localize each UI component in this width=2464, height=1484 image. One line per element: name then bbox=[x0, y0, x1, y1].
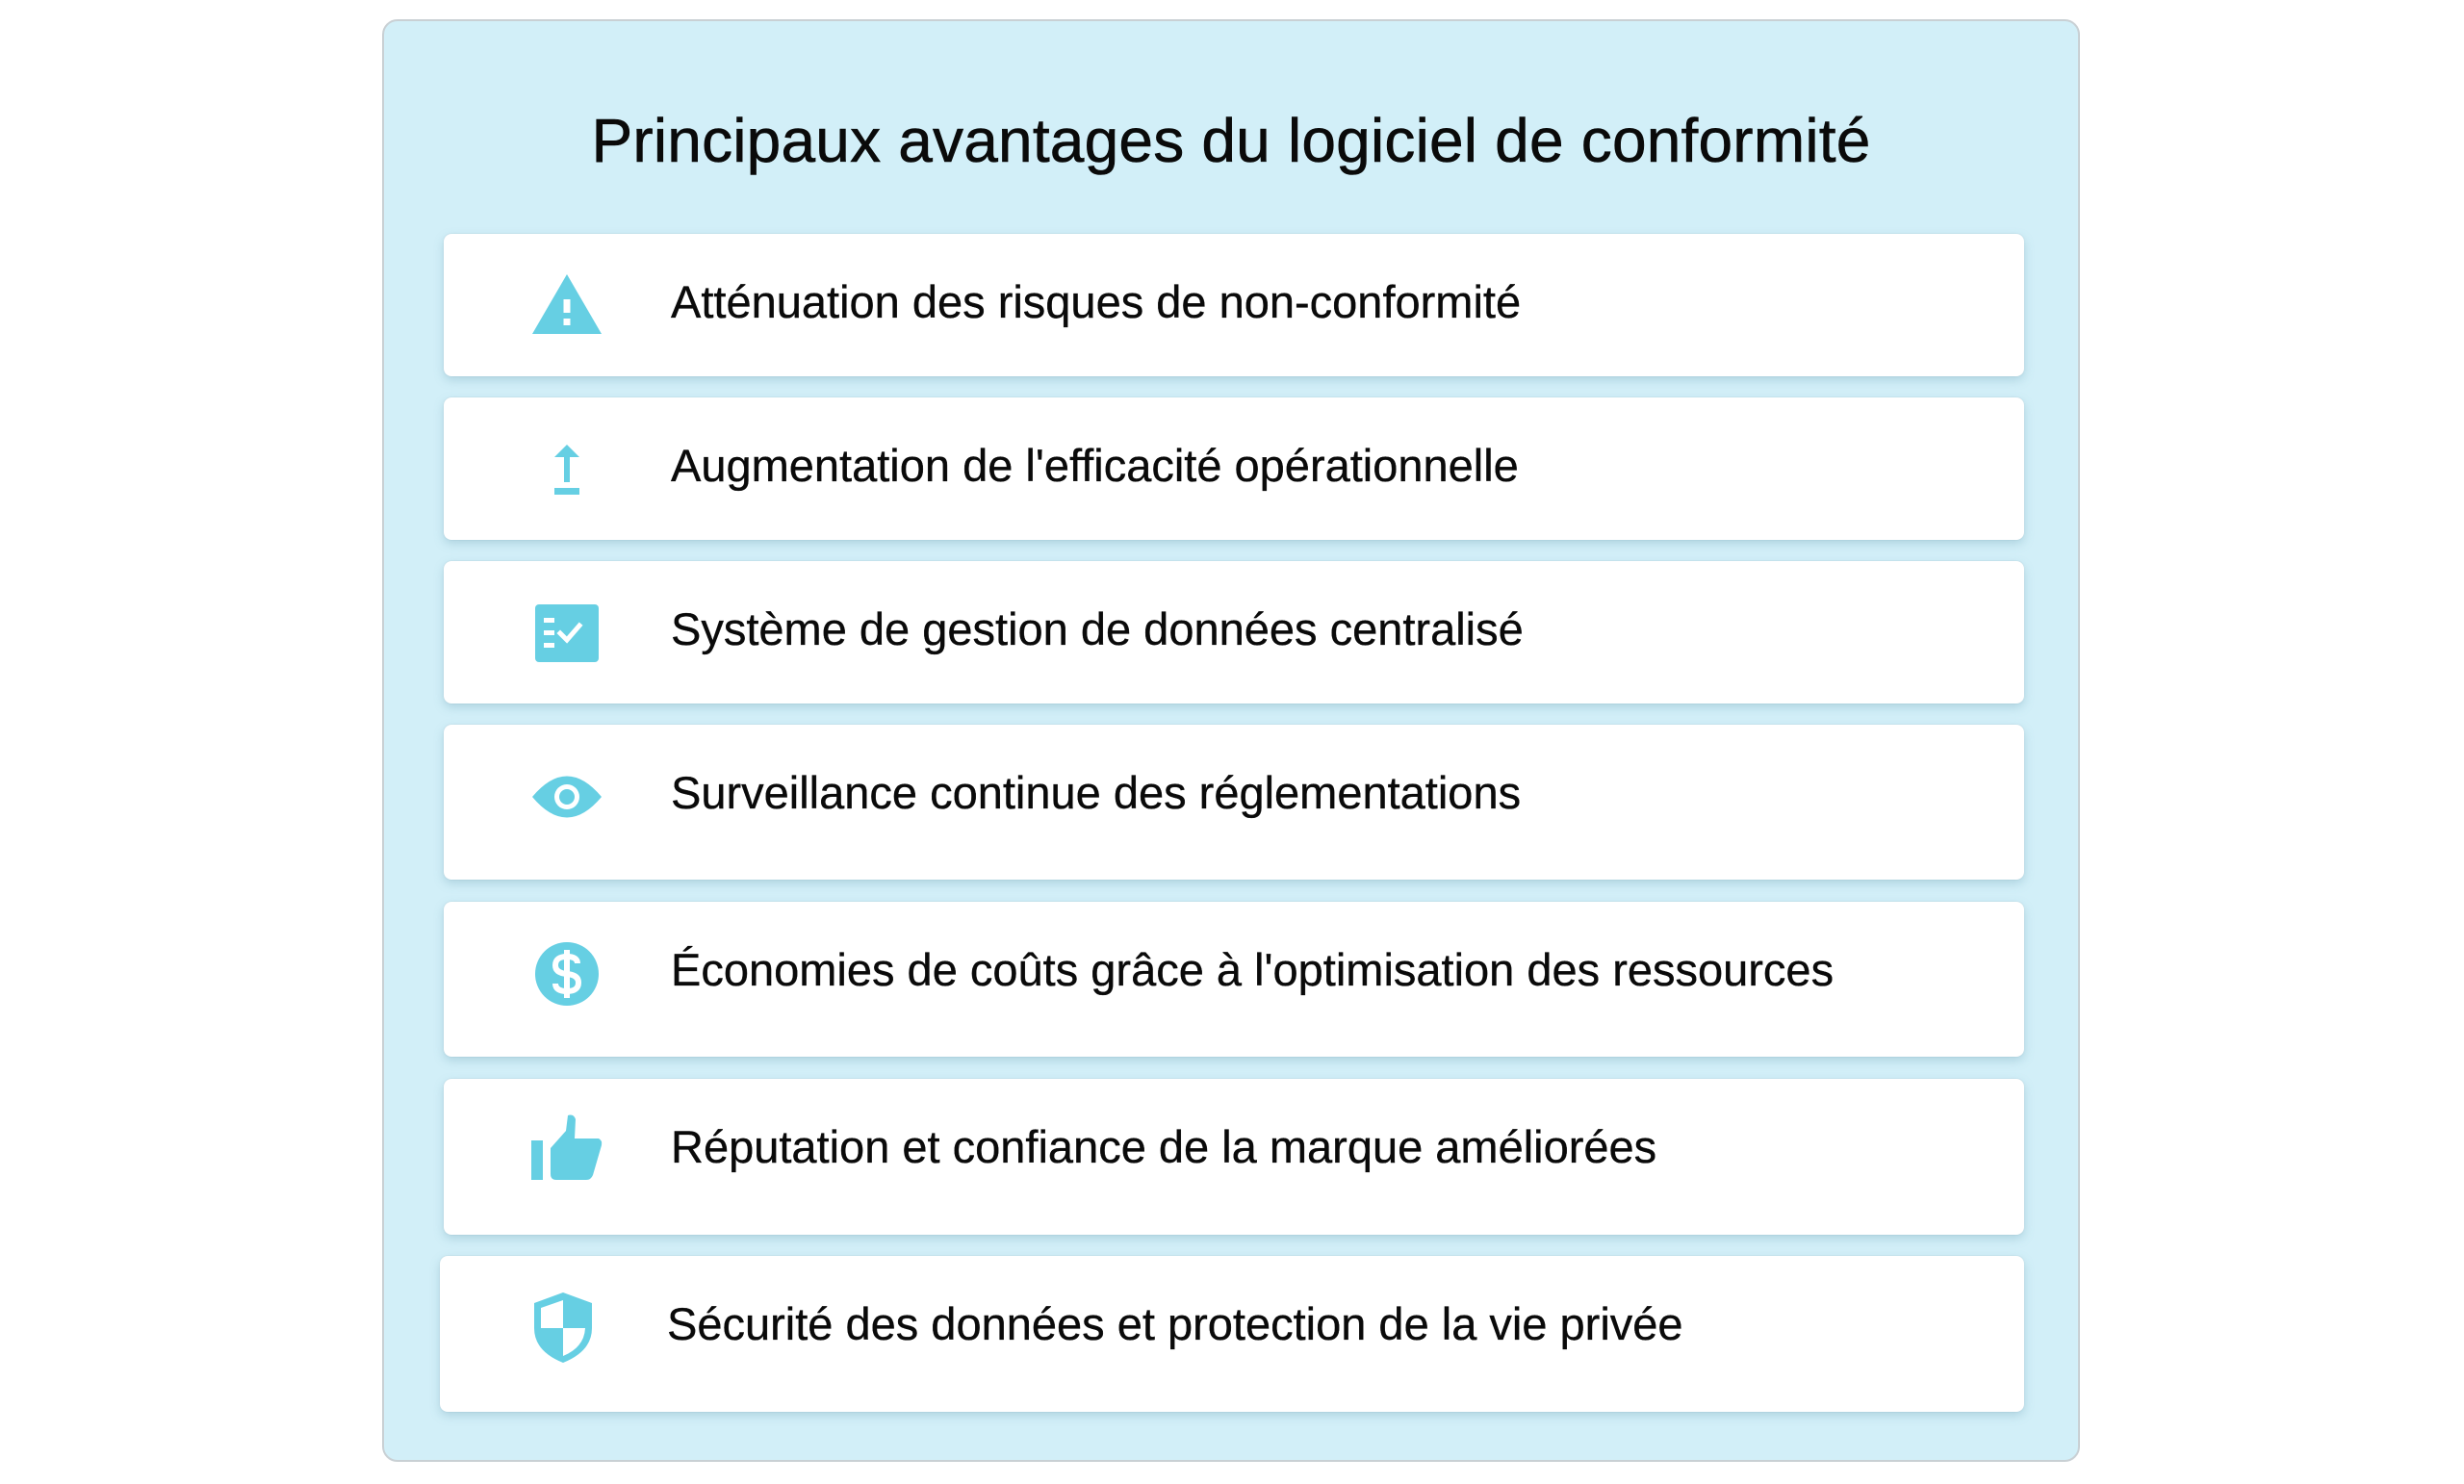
benefit-card bbox=[444, 725, 2024, 880]
benefit-card bbox=[440, 1256, 2024, 1412]
panel-title: Principaux avantages du logiciel de conformité bbox=[591, 106, 1871, 175]
benefit-label: Atténuation des risques de non-conformité bbox=[671, 276, 1522, 327]
benefit-label: Système de gestion de données centralisé bbox=[671, 603, 1524, 654]
benefit-card bbox=[444, 397, 2024, 540]
thumbs-up-icon bbox=[531, 1113, 603, 1185]
benefit-label: Sécurité des données et protection de la vie privée bbox=[667, 1298, 1683, 1349]
benefit-card bbox=[444, 902, 2024, 1057]
upload-arrow-icon bbox=[531, 436, 603, 507]
dollar-circle-icon bbox=[531, 938, 603, 1010]
benefit-card bbox=[444, 561, 2024, 704]
benefit-label: Surveillance continue des réglementations bbox=[671, 767, 1522, 818]
benefit-card bbox=[444, 1079, 2024, 1235]
benefit-label: Réputation et confiance de la marque améliorées bbox=[671, 1121, 1657, 1172]
checklist-icon bbox=[531, 597, 603, 668]
warning-triangle-icon bbox=[531, 270, 603, 342]
benefit-card bbox=[444, 234, 2024, 376]
eye-icon bbox=[531, 761, 603, 832]
benefit-label: Économies de coûts grâce à l'optimisation des ressources bbox=[671, 944, 1835, 995]
benefit-label: Augmentation de l'efficacité opérationnelle bbox=[671, 440, 1519, 491]
shield-icon bbox=[527, 1292, 599, 1363]
